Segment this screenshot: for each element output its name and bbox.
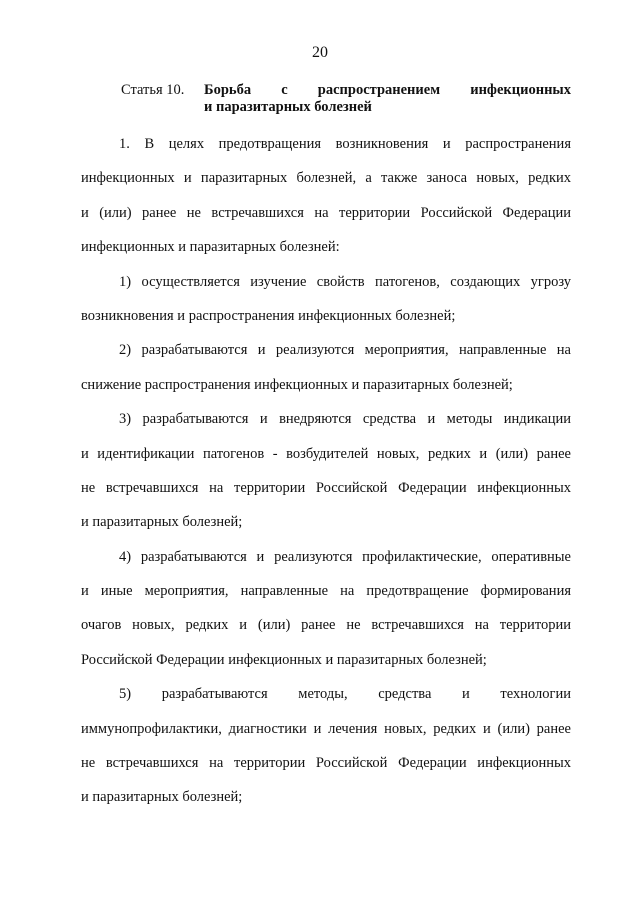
text-line: 4) разрабатываются и реализуются профилактические, оперативные	[119, 548, 571, 565]
text-line: снижение распространения инфекционных и паразитарных болезней;	[81, 376, 513, 393]
text-line: Российской Федерации инфекционных и паразитарных болезней;	[81, 651, 487, 668]
text-line: и паразитарных болезней;	[81, 789, 243, 806]
text-line: 1. В целях предотвращения возникновения и распространения	[119, 136, 571, 152]
article-title	[204, 82, 571, 116]
text-line: и паразитарных болезней;	[81, 514, 243, 531]
text-line: не встречавшихся на территории Российской Федерации инфекционных	[81, 479, 571, 496]
text-line: инфекционных и паразитарных болезней, а также заноса новых, редких	[81, 170, 571, 187]
text-line: 2) разрабатываются и реализуются мероприятия, направленные на	[119, 342, 571, 359]
text-line: иммунопрофилактики, диагностики и лечения новых, редких и (или) ранее	[81, 720, 571, 737]
text-line: не встречавшихся на территории Российской Федерации инфекционных	[81, 755, 571, 772]
article-title-line-2: и паразитарных болезней	[204, 99, 372, 115]
page-number: 20	[312, 44, 328, 61]
text-line: 1) осуществляется изучение свойств патогенов, создающих угрозу	[119, 273, 571, 290]
text-line: инфекционных и паразитарных болезней:	[81, 239, 340, 256]
article-label: Статья 10.	[121, 82, 185, 98]
article-title-line-1: Борьба с распространением инфекционных	[204, 82, 571, 98]
text-line: 5) разрабатываются методы, средства и технологии	[119, 686, 571, 703]
text-line: очагов новых, редких и (или) ранее не встречавшихся на территории	[81, 617, 571, 634]
text-line: и идентификации патогенов - возбудителей новых, редких и (или) ранее	[81, 445, 571, 462]
body-text	[81, 127, 571, 815]
text-line: и (или) ранее не встречавшихся на территории Российской Федерации	[81, 204, 571, 221]
text-line: и иные мероприятия, направленные на предотвращение формирования	[81, 583, 571, 600]
text-line: 3) разрабатываются и внедряются средства и методы индикации	[119, 411, 571, 428]
text-line: возникновения и распространения инфекционных болезней;	[81, 307, 456, 324]
